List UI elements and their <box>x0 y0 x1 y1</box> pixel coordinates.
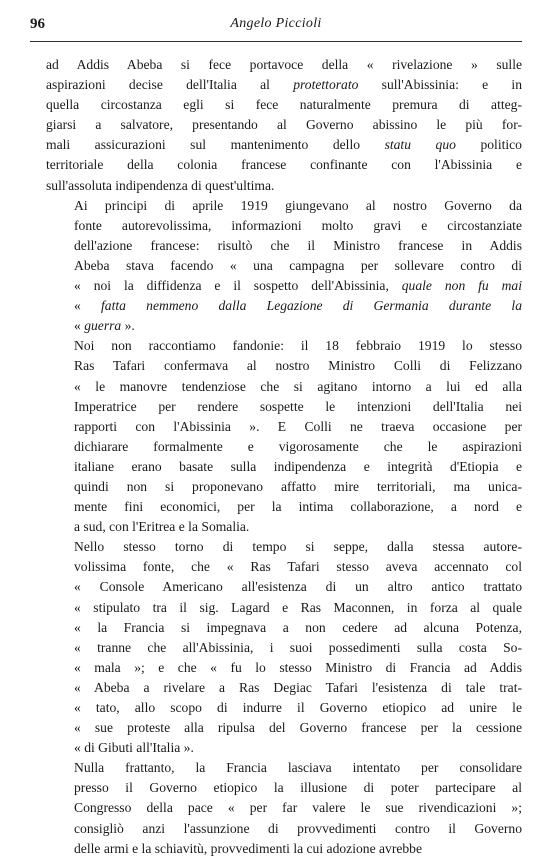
text-span: « tato, allo scopo di indurre il Governo etiopico ad unire le <box>74 700 522 715</box>
text-line <box>46 537 522 557</box>
text-span: Congresso della pace « per far valere le sue rivendicazioni »; <box>74 800 522 816</box>
text-span: « <box>74 298 102 314</box>
text-line <box>46 778 522 798</box>
text-line <box>46 497 522 517</box>
text-span: « tranne che all'Abissinia, i suoi possedimenti sulla costa So- <box>74 639 522 655</box>
body-text <box>46 55 522 859</box>
paragraph <box>46 758 522 858</box>
italic-text: quale non fu mai <box>401 278 522 294</box>
text-line <box>46 738 522 758</box>
text-span: rapporti con l'Abissinia ». E Colli ne traeva occasione per <box>74 418 522 434</box>
text-span: Ai principi di aprile 1919 giungevano al nostro Governo da <box>74 197 522 213</box>
text-span: « Abeba a rivelare a Ras Degiac Tafari l'esistenza di tale trat- <box>74 679 522 695</box>
text-line <box>46 55 522 75</box>
text-span: dell'azione francese: risultò che il Ministro francese in Addis <box>74 237 522 253</box>
text-line <box>46 296 522 316</box>
text-span: consigliò anzi l'assunzione di provvedimenti contro il Governo <box>74 820 522 836</box>
text-span: fonte autorevolissima, informazioni molto gravi e circostanziate <box>74 217 522 233</box>
italic-text: guerra <box>84 318 122 334</box>
text-line <box>46 75 522 95</box>
text-line <box>46 316 522 336</box>
text-span: Nulla frattanto, la Francia lasciava intentato per consolidare <box>74 760 522 776</box>
text-span: territoriale della colonia francese confinante con l'Abissinia e <box>46 157 522 173</box>
text-span: quella circostanza egli si fece naturalmente premura di atteg- <box>46 97 522 113</box>
text-span: sull'Abissinia: e in <box>358 77 523 93</box>
page-number: 96 <box>30 16 45 32</box>
text-span: delle armi e la schiavitù, provvedimenti la cui adozione avrebbe <box>74 840 423 856</box>
text-span: ». <box>121 318 135 334</box>
text-span: sull'assoluta indipendenza di quest'ultima. <box>46 177 275 193</box>
text-line <box>46 437 522 457</box>
text-span: Noi non raccontiamo fandonie: il 18 febbraio 1919 lo stesso <box>74 338 522 354</box>
text-line <box>46 397 522 417</box>
running-head: Angelo Piccioli <box>230 16 322 31</box>
text-line <box>46 557 522 577</box>
text-line <box>46 256 522 276</box>
paragraph <box>46 336 522 537</box>
text-span: « Console Americano all'esistenza di un altro antico trattato <box>74 579 522 595</box>
text-span: giarsi a salvatore, presentando al Governo abissino le più for- <box>46 117 522 133</box>
text-line <box>46 115 522 135</box>
text-span: Abeba stava facendo « una campagna per sollevare contro di <box>74 257 522 273</box>
text-line <box>46 638 522 658</box>
header-rule <box>30 41 522 42</box>
text-line <box>46 196 522 216</box>
text-span: « stipulato tra il sig. Lagard e Ras Maconnen, in forza al quale <box>74 599 522 615</box>
text-line <box>46 417 522 437</box>
text-line <box>46 276 522 296</box>
text-span: « la Francia si impegnava a non cedere ad alcuna Potenza, <box>74 619 522 635</box>
text-span: italiane erano basate sulla indipendenza e integrità d'Etiopia e <box>74 458 522 474</box>
text-line <box>46 155 522 175</box>
text-span: mente fini economici, per la intima collaborazione, a nord e <box>74 499 522 515</box>
text-line <box>46 839 522 859</box>
text-line <box>46 517 522 537</box>
text-span: presso il Governo etiopico la illusione di poter partecipare al <box>74 780 522 796</box>
text-span: Ras Tafari confermava al nostro Ministro Colli di Felizzano <box>74 358 522 374</box>
paragraph <box>46 537 522 758</box>
text-line <box>46 95 522 115</box>
italic-text: statu quo <box>384 137 456 153</box>
text-line <box>46 698 522 718</box>
text-line <box>46 758 522 778</box>
text-span: « noi la diffidenza e il sospetto dell'Abissinia, <box>74 278 402 294</box>
text-line <box>46 618 522 638</box>
text-line <box>46 477 522 497</box>
italic-text: protettorato <box>293 77 359 93</box>
page-header <box>30 16 522 40</box>
text-line <box>46 457 522 477</box>
paragraph <box>46 55 522 196</box>
text-line <box>46 216 522 236</box>
text-line <box>46 678 522 698</box>
text-line <box>46 819 522 839</box>
text-line <box>46 577 522 597</box>
text-line <box>46 798 522 818</box>
text-span: a sud, con l'Eritrea e la Somalia. <box>74 519 250 535</box>
text-line <box>46 377 522 397</box>
text-span: « <box>74 318 85 334</box>
text-line <box>46 176 522 196</box>
text-span: quindi non si proponevano affatto mire territoriali, ma unica- <box>74 478 522 494</box>
text-line <box>46 336 522 356</box>
text-span: Nello stesso torno di tempo si seppe, dalla stessa autore- <box>74 539 522 555</box>
text-line <box>46 598 522 618</box>
paragraph <box>46 196 522 337</box>
text-line <box>46 236 522 256</box>
text-line <box>46 718 522 738</box>
text-span: mali assicurazioni sul mantenimento dello <box>46 137 385 153</box>
italic-text: fatta nemmeno dalla Legazione di Germania durante la <box>101 298 522 314</box>
text-span: Imperatrice per rendere sospette le intenzioni dell'Italia nei <box>74 398 522 414</box>
text-line <box>46 135 522 155</box>
text-span: volissima fonte, che « Ras Tafari stesso aveva accennato col <box>74 559 522 575</box>
text-span: dichiarare formalmente e vigorosamente che le aspirazioni <box>74 438 522 454</box>
text-span: « le manovre tendenziose che si agitano intorno a lui ed alla <box>74 378 522 394</box>
text-line <box>46 356 522 376</box>
text-span: « mala »; e che « fu lo stesso Ministro di Francia ad Addis <box>74 659 522 675</box>
text-span: politico <box>455 137 522 153</box>
text-line <box>46 658 522 678</box>
text-span: ad Addis Abeba si fece portavoce della « rivelazione » sulle <box>46 57 522 72</box>
text-span: « di Gibuti all'Italia ». <box>74 740 194 756</box>
text-span: « sue proteste alla ripulsa del Governo francese per la cessione <box>74 720 522 736</box>
text-span: aspirazioni decise dell'Italia al <box>46 77 294 93</box>
